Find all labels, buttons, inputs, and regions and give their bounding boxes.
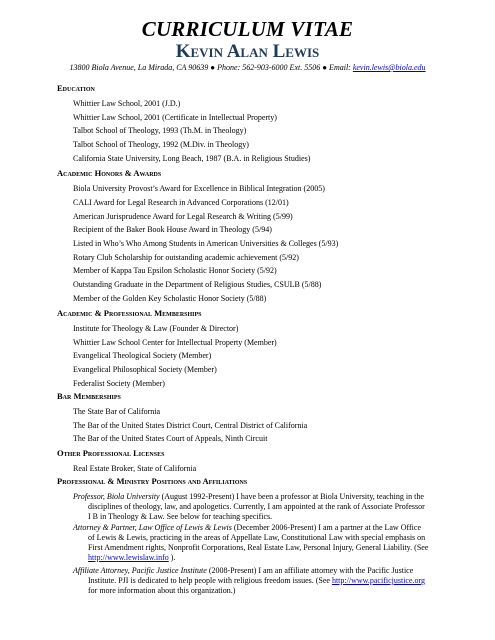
education-item: Talbot School of Theology, 1992 (M.Div. in Theology) [73,140,249,149]
email-link[interactable]: kevin.lewis@biola.edu [352,63,426,72]
bar-item: The Bar of the United States Court of Appeals, Ninth Circuit [73,434,268,443]
section-heading-bar: Bar Memberships [57,391,121,401]
honors-item: American Jurisprudence Award for Legal Research & Writing (5/99) [73,212,293,221]
position-entry [73,523,438,563]
section-heading-honors: Academic Honors & Awards [57,168,162,178]
bar-item: The Bar of the United States District Court, Central District of California [73,421,308,430]
position-title: Attorney & Partner, Law Office of Lewis & Lewis [73,523,232,532]
position-text: (August 1992-Present) I have been a professor at Biola University, teaching in the [159,492,424,501]
section-heading-education: Education [57,83,95,93]
position-entry [73,566,438,596]
position-title: Affiliate Attorney, Pacific Justice Institute [73,566,207,575]
section-heading-licenses: Other Professional Licenses [57,448,165,458]
position-link-line [73,576,438,586]
license-item: Real Estate Broker, State of California [73,464,197,473]
position-text: First Amendment rights, Nonprofit Corporations, Real Estate Law, Personal Injury, General Liability. (See [88,543,429,552]
bar-item: The State Bar of California [73,407,161,416]
contact-line [0,62,495,74]
honors-item: Rotary Club Scholarship for outstanding academic achievement (5/92) [73,253,299,262]
membership-item: Federalist Society (Member) [73,379,165,388]
position-title: Professor, Biola University [73,492,160,501]
honors-item: CALI Award for Legal Research in Advanced Corporations (12/01) [73,198,289,207]
education-item: Talbot School of Theology, 1993 (Th.M. in Theology) [73,126,247,135]
honors-item: Member of the Golden Key Scholastic Honor Society (5/88) [73,294,267,303]
position-text: for more information about this organization.) [88,586,236,595]
membership-item: Evangelical Philosophical Society (Member) [73,365,217,374]
education-item: Whittier Law School, 2001 (Certificate in Intellectual Property) [73,113,277,122]
honors-item: Member of Kappa Tau Epsilon Scholastic Honor Society (5/92) [73,266,277,275]
author-name: Kevin Alan Lewis [175,41,320,62]
position-text: of Lewis & Lewis, practicing in the areas of Appellate Law, Constitutional Law with special emphasis on [88,533,426,542]
honors-item: Biola University Provost’s Award for Excellence in Biblical Integration (2005) [73,184,325,193]
education-item: California State University, Long Beach, 1987 (B.A. in Religious Studies) [73,154,311,163]
education-item: Whittier Law School, 2001 (J.D.) [73,99,181,108]
membership-item: Evangelical Theological Society (Member) [73,351,212,360]
position-text: Institute. PJI is dedicated to help people with religious freedom issues. (See [88,576,332,585]
position-link-line [73,553,438,563]
contact-text: 13800 Biola Avenue, La Mirada, CA 90639 ● Phone: 562-903-6000 Ext. 5506 ● Email: [69,63,353,72]
website-link[interactable]: http://www.pacificjustice.org [331,576,426,585]
section-heading-memberships: Academic & Professional Memberships [57,308,202,318]
honors-item: Outstanding Graduate in the Department of Religious Studies, CSULB (5/88) [73,280,322,289]
position-text: disciplines of theology, law, and apologetics. Currently, I am appointed at the rank of Associate Professor [88,502,425,511]
position-text: I B in Theology & Law. See below for teaching specifics. [88,512,273,521]
section-heading-positions: Professional & Ministry Positions and Affiliations [57,476,248,486]
position-text: (2008-Present) I am an affiliate attorney with the Pacific Justice [206,566,414,575]
position-text: (December 2006-Present) I am a partner at the Law Office [231,523,421,532]
honors-item: Recipient of the Baker Book House Award in Theology (5/94) [73,225,272,234]
position-entry [73,492,438,522]
membership-item: Whittier Law School Center for Intellectual Property (Member) [73,338,277,347]
website-link[interactable]: http://www.lewislaw.info [88,553,169,562]
position-text: ). [168,553,176,562]
membership-item: Institute for Theology & Law (Founder & Director) [73,324,239,333]
honors-item: Listed in Who’s Who Among Students in American Universities & Colleges (5/93) [73,239,339,248]
document-title: CURRICULUM VITAE [141,17,354,41]
